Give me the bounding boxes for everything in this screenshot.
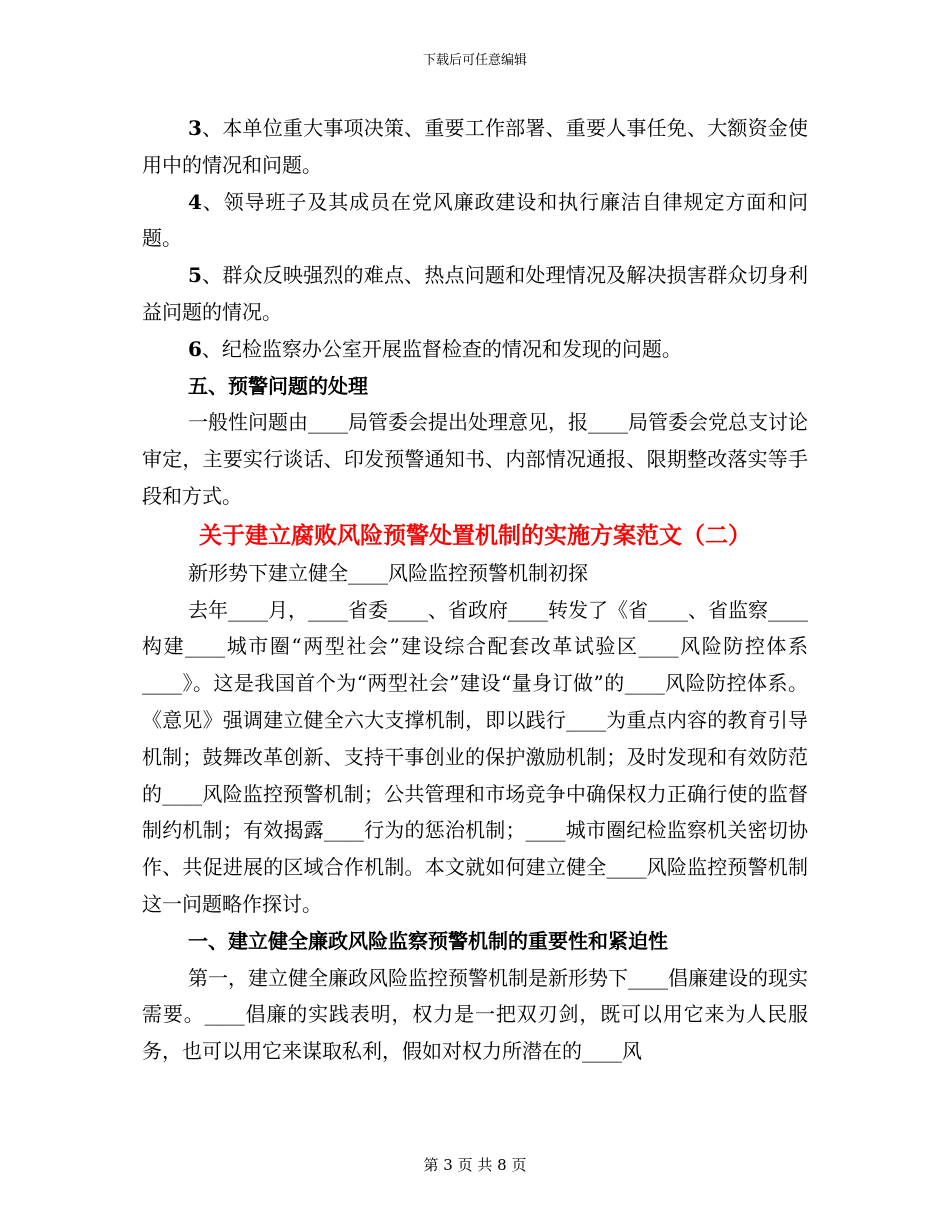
section-paragraph: 一般性问题由____局管委会提出处理意见，报____局管委会党总支讨论审定，主要实行谈话、印发预警通知书、内部情况通报、限期整改落实等手段和方式。	[142, 410, 808, 508]
list-item-3	[142, 110, 808, 184]
item-text: 、领导班子及其成员在党风廉政建设和执行廉洁自律规定方面和问题。	[142, 189, 808, 251]
item-number: 3	[188, 116, 202, 140]
item-text: 、群众反映强烈的难点、热点问题和处理情况及解决损害群众切身利益问题的情况。	[142, 263, 808, 324]
document-title: 关于建立腐败风险预警处置机制的实施方案范文（二）	[199, 521, 751, 549]
list-item-6	[142, 331, 808, 368]
article-paragraph: 去年____月，____省委____、省政府____转发了《省____、省监察____构建____城市圈“两型社会”建设综合配套改革试验区____风险防控体系____》。这是我国首个为“两型社会”建设“量身订做”的____风险防控体系。《意见》强调建立健全六大支撑机制，即以践行____为重点内容的教育引导机制；鼓舞改革创新、支持干事创业的保护激励机制；及时发现和有效防范的____风险监控预警机制；公共管理和市场竞争中确保权力正确行使的监督制约机制；有效揭露____行为的惩治机制；____城市圈纪检监察机关密切协作、共促进展的区域合作机制。本文就如何建立健全____风险监控预警机制这一问题略作探讨。	[142, 597, 808, 916]
list-item-5	[142, 257, 808, 331]
item-text: 、纪检监察办公室开展监督检查的情况和发现的问题。	[201, 336, 682, 361]
item-number: 6	[188, 336, 202, 361]
page-footer: 第 3 页 共 8 页	[423, 1156, 527, 1174]
list-item-4	[142, 184, 808, 258]
document-body	[142, 110, 808, 1070]
page-header: 下载后可任意编辑	[422, 53, 527, 68]
item-text: 、本单位重大事项决策、重要工作部署、重要人事任免、大额资金使用中的情况和问题。	[142, 116, 808, 177]
item-number: 4	[188, 189, 202, 214]
section-heading: 五、预警问题的处理	[188, 373, 368, 398]
article-subtitle: 新形势下建立健全____风险监控预警机制初探	[188, 560, 588, 585]
article-heading: 一、建立健全廉政风险监察预警机制的重要性和紧迫性	[188, 928, 668, 953]
article-paragraph: 第一，建立健全廉政风险监控预警机制是新形势下____倡廉建设的现实需要。____倡廉的实践表明，权力是一把双刃剑，既可以用它来为人民服务，也可以用它来谋取私利，假如对权力所潜在的____风	[142, 965, 808, 1064]
item-number: 5	[188, 263, 202, 288]
